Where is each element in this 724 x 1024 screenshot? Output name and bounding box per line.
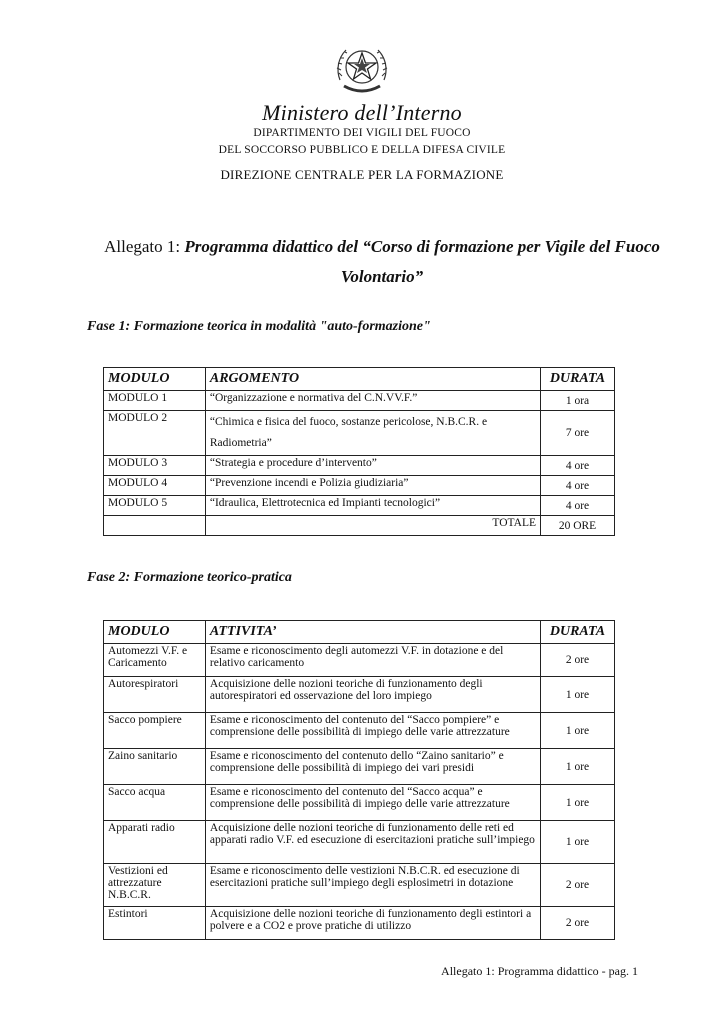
empty-cell bbox=[104, 516, 206, 536]
column-header-modulo: MODULO bbox=[104, 368, 206, 391]
modulo-cell: MODULO 1 bbox=[104, 391, 206, 411]
modulo-cell: Estintori bbox=[104, 907, 206, 940]
italian-emblem-icon bbox=[332, 40, 392, 100]
table-row bbox=[104, 677, 615, 713]
column-header-argomento: ARGOMENTO bbox=[205, 368, 540, 391]
modulo-cell: Autorespiratori bbox=[104, 677, 206, 713]
durata-cell: 1 ore bbox=[541, 785, 615, 821]
durata-cell: 1 ore bbox=[541, 677, 615, 713]
table-row bbox=[104, 476, 615, 496]
attivita-cell: Esame e riconoscimento del contenuto dello “Zaino sanitario” e comprensione delle possibilità di impiego dei vari presidi bbox=[205, 749, 540, 785]
argomento-cell: “Prevenzione incendi e Polizia giudiziaria” bbox=[205, 476, 540, 496]
attivita-cell: Esame e riconoscimento degli automezzi V.F. in dotazione e del relativo caricamento bbox=[205, 644, 540, 677]
table-row bbox=[104, 713, 615, 749]
durata-cell: 2 ore bbox=[541, 644, 615, 677]
durata-cell: 1 ore bbox=[541, 821, 615, 864]
durata-cell: 4 ore bbox=[541, 476, 615, 496]
department-line-1: DIPARTIMENTO DEI VIGILI DEL FUOCO bbox=[253, 127, 471, 139]
table-row bbox=[104, 456, 615, 476]
argomento-cell: “Idraulica, Elettrotecnica ed Impianti tecnologici” bbox=[205, 496, 540, 516]
table-row bbox=[104, 391, 615, 411]
table-row bbox=[104, 644, 615, 677]
table-row bbox=[104, 749, 615, 785]
modulo-cell: Zaino sanitario bbox=[104, 749, 206, 785]
attivita-cell: Acquisizione delle nozioni teoriche di funzionamento degli estintori a polvere e a CO2 e prove pratiche di utilizzo bbox=[205, 907, 540, 940]
durata-cell: 2 ore bbox=[541, 864, 615, 907]
durata-cell: 1 ore bbox=[541, 713, 615, 749]
fase1-heading: Fase 1: Formazione teorica in modalità "auto-formazione" bbox=[87, 319, 431, 334]
total-label: TOTALE bbox=[205, 516, 540, 536]
modulo-cell: MODULO 3 bbox=[104, 456, 206, 476]
total-row bbox=[104, 516, 615, 536]
modulo-cell: Sacco acqua bbox=[104, 785, 206, 821]
title-line-1: Programma didattico del “Corso di formazione per Vigile del Fuoco bbox=[184, 237, 660, 256]
fase2-heading: Fase 2: Formazione teorico-pratica bbox=[87, 570, 292, 585]
argomento-cell: “Chimica e fisica del fuoco, sostanze pericolose, N.B.C.R. e Radiometria” bbox=[205, 411, 540, 456]
modulo-cell: MODULO 2 bbox=[104, 411, 206, 456]
page-footer: Allegato 1: Programma didattico - pag. 1 bbox=[441, 964, 638, 978]
durata-cell: 1 ore bbox=[541, 749, 615, 785]
title-prefix: Allegato 1: bbox=[104, 237, 185, 256]
table-row bbox=[104, 411, 615, 456]
argomento-cell: “Organizzazione e normativa del C.N.VV.F.” bbox=[205, 391, 540, 411]
modulo-cell: Apparati radio bbox=[104, 821, 206, 864]
durata-cell: 4 ore bbox=[541, 456, 615, 476]
attivita-cell: Esame e riconoscimento del contenuto del “Sacco acqua” e comprensione delle possibilità di impiego delle varie attrezzature bbox=[205, 785, 540, 821]
fase2-table bbox=[103, 620, 615, 940]
total-value: 20 ORE bbox=[541, 516, 615, 536]
durata-cell: 2 ore bbox=[541, 907, 615, 940]
table-row bbox=[104, 496, 615, 516]
attivita-cell: Esame e riconoscimento delle vestizioni N.B.C.R. ed esecuzione di esercitazioni pratiche sull’impiego degli esplosimetri in dotazione bbox=[205, 864, 540, 907]
department-line-2: DEL SOCCORSO PUBBLICO E DELLA DIFESA CIVILE bbox=[218, 144, 506, 156]
table-header-row bbox=[104, 368, 615, 391]
column-header-durata: DURATA bbox=[541, 368, 615, 391]
title-line-2: Volontario” bbox=[340, 267, 424, 286]
table-row bbox=[104, 907, 615, 940]
column-header-attivita: ATTIVITA’ bbox=[205, 621, 540, 644]
ministry-name: Ministero dell’Interno bbox=[262, 100, 462, 125]
modulo-cell: Automezzi V.F. e Caricamento bbox=[104, 644, 206, 677]
durata-cell: 4 ore bbox=[541, 496, 615, 516]
table-row bbox=[104, 864, 615, 907]
column-header-durata: DURATA bbox=[541, 621, 615, 644]
table-header-row bbox=[104, 621, 615, 644]
durata-cell: 1 ora bbox=[541, 391, 615, 411]
argomento-cell: “Strategia e procedure d’intervento” bbox=[205, 456, 540, 476]
attivita-cell: Esame e riconoscimento del contenuto del “Sacco pompiere” e comprensione delle possibilità di impiego delle varie attrezzature bbox=[205, 713, 540, 749]
attivita-cell: Acquisizione delle nozioni teoriche di funzionamento degli autorespiratori ed osservazione del loro impiego bbox=[205, 677, 540, 713]
document-title bbox=[60, 232, 704, 292]
table-row bbox=[104, 821, 615, 864]
durata-cell: 7 ore bbox=[541, 411, 615, 456]
modulo-cell: MODULO 4 bbox=[104, 476, 206, 496]
column-header-modulo: MODULO bbox=[104, 621, 206, 644]
direction-name: DIREZIONE CENTRALE PER LA FORMAZIONE bbox=[220, 167, 504, 182]
attivita-cell: Acquisizione delle nozioni teoriche di funzionamento delle reti ed apparati radio V.F. ed esecuzione di esercitazioni pratiche sull’impiego bbox=[205, 821, 540, 864]
modulo-cell: MODULO 5 bbox=[104, 496, 206, 516]
modulo-cell: Vestizioni ed attrezzature N.B.C.R. bbox=[104, 864, 206, 907]
table-row bbox=[104, 785, 615, 821]
fase1-table bbox=[103, 367, 615, 536]
modulo-cell: Sacco pompiere bbox=[104, 713, 206, 749]
